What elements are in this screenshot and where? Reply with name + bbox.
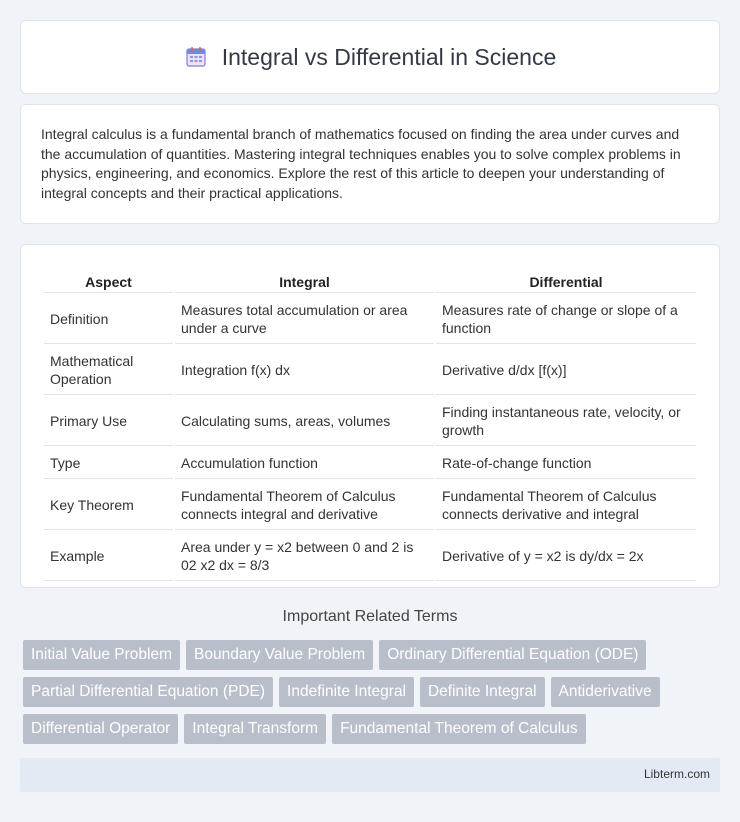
table-cell: Definition bbox=[44, 295, 173, 344]
comparison-card bbox=[20, 244, 720, 588]
table-row bbox=[44, 532, 696, 581]
table-cell: Primary Use bbox=[44, 397, 173, 446]
table-cell: Measures total accumulation or area under a curve bbox=[175, 295, 434, 344]
table-cell: Fundamental Theorem of Calculus connects derivative and integral bbox=[436, 481, 696, 530]
footer bbox=[20, 758, 720, 792]
table-cell: Integration f(x) dx bbox=[175, 346, 434, 395]
table-cell: Derivative d/dx [f(x)] bbox=[436, 346, 696, 395]
page-title: Integral vs Differential in Science bbox=[221, 43, 557, 70]
table-cell: Rate-of-change function bbox=[436, 448, 696, 479]
table-row bbox=[44, 481, 696, 530]
title-wrap bbox=[184, 44, 557, 71]
related-terms-list bbox=[23, 640, 723, 744]
tag-fundamental-theorem-of-calculus[interactable]: Fundamental Theorem of Calculus bbox=[332, 714, 586, 744]
column-header-differential: Differential bbox=[436, 267, 696, 293]
footer-site-link[interactable]: Libterm.com bbox=[643, 767, 710, 781]
tag-indefinite-integral[interactable]: Indefinite Integral bbox=[279, 677, 414, 707]
related-terms-title: Important Related Terms bbox=[282, 608, 458, 625]
column-header-integral: Integral bbox=[175, 267, 434, 293]
table-cell: Key Theorem bbox=[44, 481, 173, 530]
tag-differential-operator[interactable]: Differential Operator bbox=[23, 714, 178, 744]
header-card bbox=[20, 20, 720, 94]
intro-paragraph: Integral calculus is a fundamental branch of mathematics focused on finding the area under curves and the accumulation of quantities. Mastering integral techniques enables you to solve complex problems in physics, engineering, and economics. Explore the rest of this article to deepen your understanding of integral concepts and their practical applications. bbox=[41, 126, 681, 201]
table-cell: Type bbox=[44, 448, 173, 479]
table-cell: Example bbox=[44, 532, 173, 581]
calendar-icon bbox=[184, 45, 208, 69]
table-cell: Finding instantaneous rate, velocity, or growth bbox=[436, 397, 696, 446]
table-header-row bbox=[44, 267, 696, 293]
tag-definite-integral[interactable]: Definite Integral bbox=[420, 677, 545, 707]
table-row bbox=[44, 448, 696, 479]
table-row bbox=[44, 295, 696, 344]
tag-integral-transform[interactable]: Integral Transform bbox=[184, 714, 326, 744]
table-cell: Fundamental Theorem of Calculus connects integral and derivative bbox=[175, 481, 434, 530]
table-cell: Area under y = x2 between 0 and 2 is 02 x2 dx = 8/3 bbox=[175, 532, 434, 581]
table-row bbox=[44, 397, 696, 446]
tag-initial-value-problem[interactable]: Initial Value Problem bbox=[23, 640, 180, 670]
tag-partial-differential-equation[interactable]: Partial Differential Equation (PDE) bbox=[23, 677, 273, 707]
tag-antiderivative[interactable]: Antiderivative bbox=[551, 677, 660, 707]
column-header-aspect: Aspect bbox=[44, 267, 173, 293]
tag-ordinary-differential-equation[interactable]: Ordinary Differential Equation (ODE) bbox=[379, 640, 646, 670]
table-cell: Measures rate of change or slope of a function bbox=[436, 295, 696, 344]
table-cell: Accumulation function bbox=[175, 448, 434, 479]
tag-boundary-value-problem[interactable]: Boundary Value Problem bbox=[186, 640, 373, 670]
intro-card bbox=[20, 104, 720, 224]
table-cell: Calculating sums, areas, volumes bbox=[175, 397, 434, 446]
table-cell: Mathematical Operation bbox=[44, 346, 173, 395]
table-row bbox=[44, 346, 696, 395]
table-cell: Derivative of y = x2 is dy/dx = 2x bbox=[436, 532, 696, 581]
comparison-table bbox=[42, 265, 698, 583]
